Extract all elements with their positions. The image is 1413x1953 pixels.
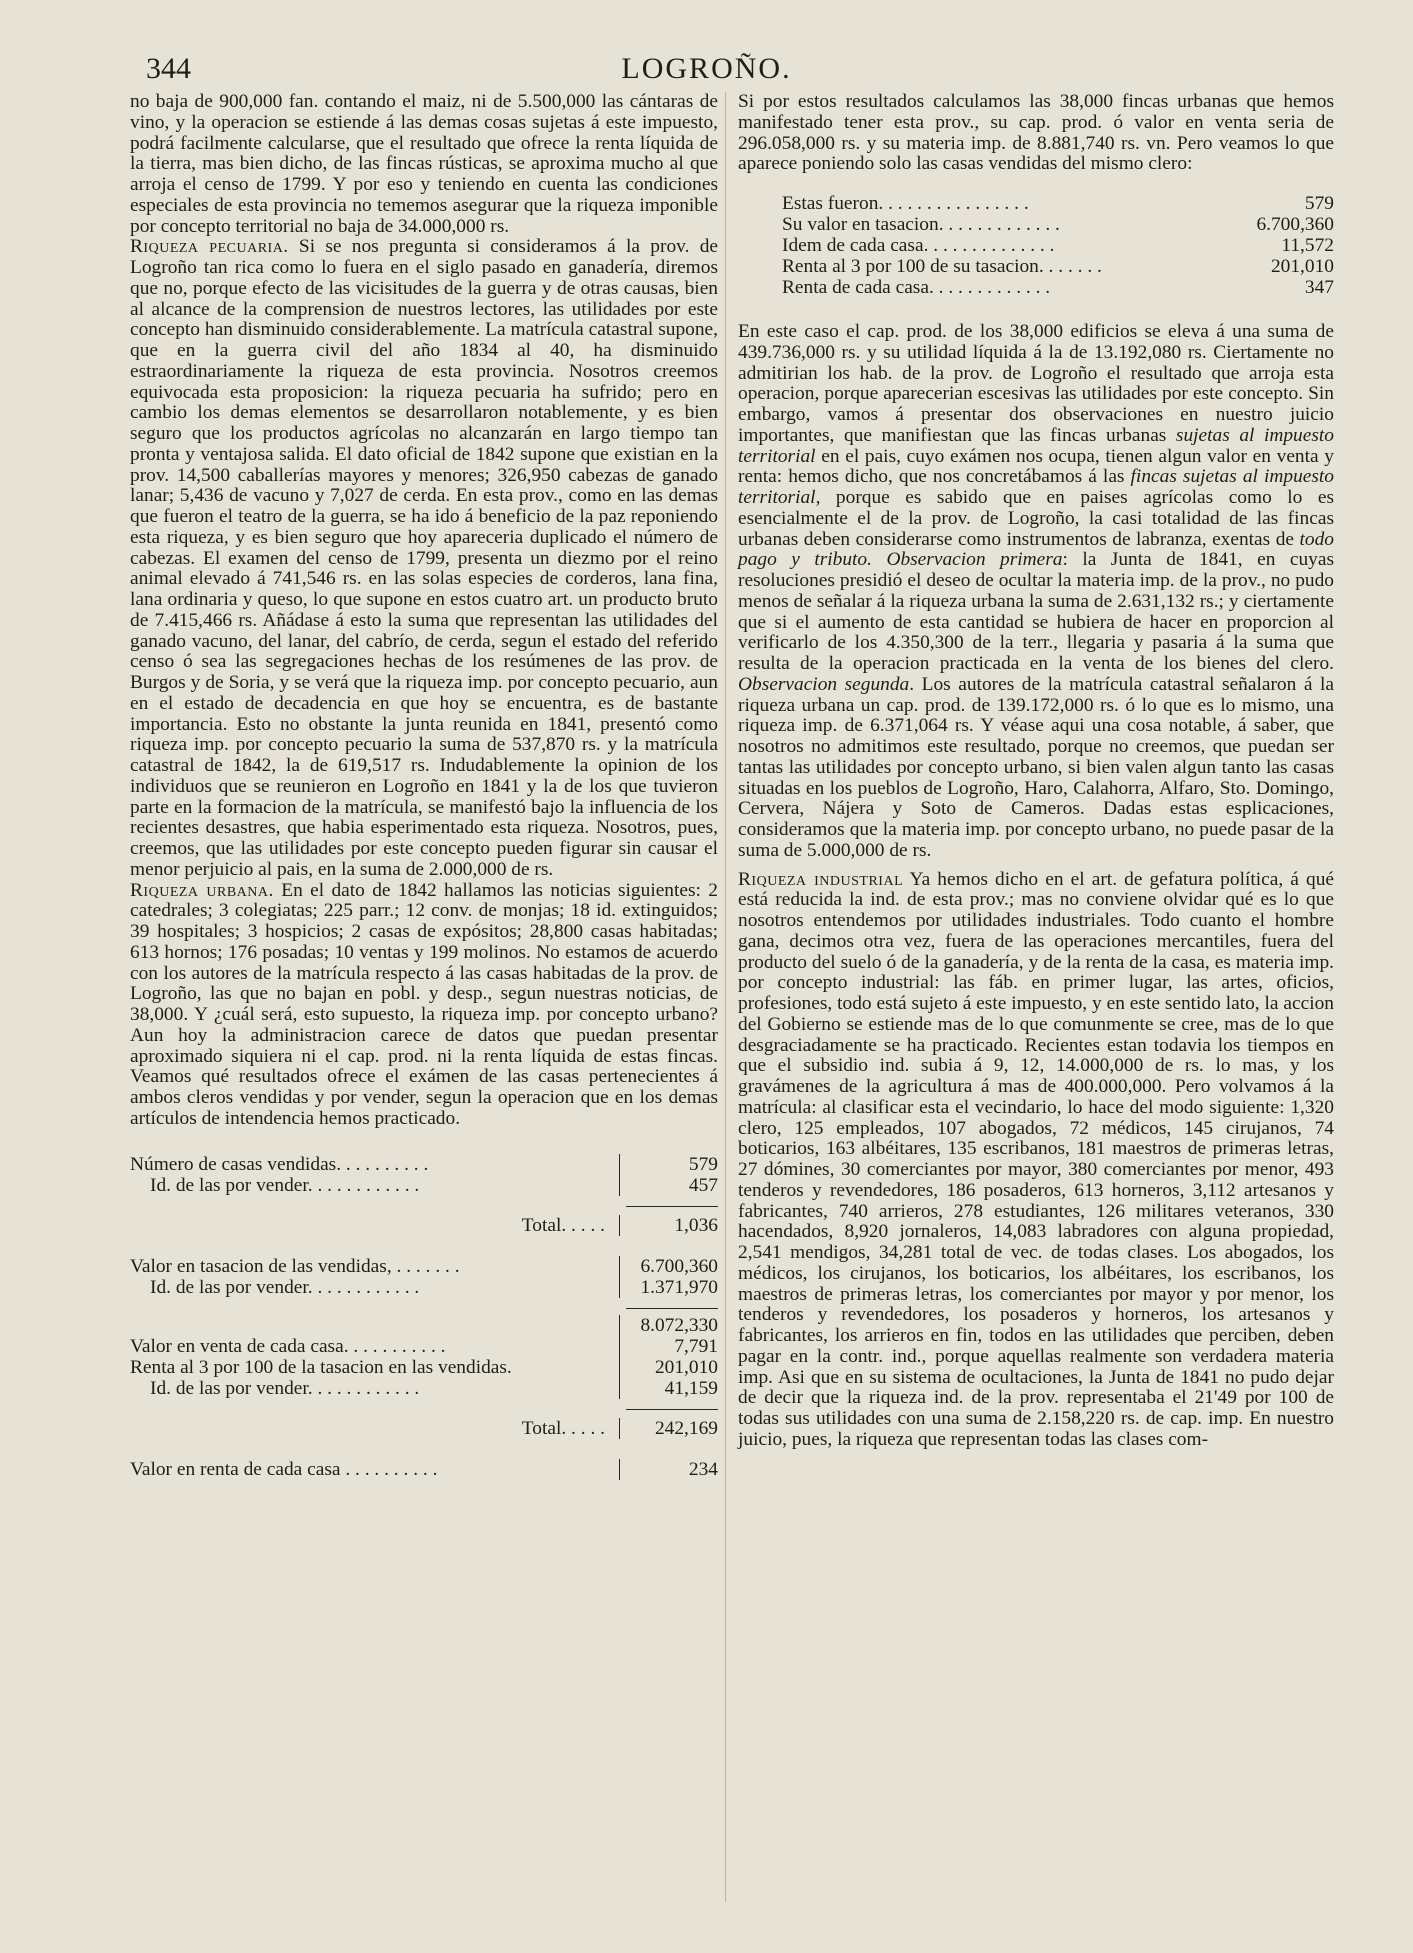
row-label: Número de casas vendidas. . . . . . . . . . — [130, 1153, 429, 1175]
column-divider — [725, 92, 726, 1902]
total-label: Total. . . . . — [521, 1214, 605, 1236]
text-run: en el pais, cuyo exámen nos ocupa, tienen algun valor en venta y renta: hemos dicho, que nos concretábamos á las — [738, 445, 1334, 488]
table-row — [130, 1175, 718, 1196]
houses-table — [130, 1154, 718, 1480]
row-label: Id. de las por vender. . . . . . . . . . . . — [150, 1377, 420, 1399]
table-total-row — [130, 1215, 718, 1236]
row-value: 1.371,970 — [619, 1277, 718, 1298]
total-value: 242,169 — [619, 1418, 718, 1439]
right-column — [738, 92, 1334, 1451]
row-value: 7,791 — [619, 1336, 718, 1357]
total-label: Total. . . . . — [521, 1417, 605, 1439]
table-row — [130, 1336, 718, 1357]
page-number: 344 — [146, 52, 191, 85]
table-row — [130, 1459, 718, 1480]
row-value: 234 — [619, 1459, 718, 1480]
table-row — [782, 235, 1334, 256]
row-value: 41,159 — [619, 1378, 718, 1399]
running-title: LOGROÑO. — [621, 52, 792, 85]
table-row — [782, 214, 1334, 235]
row-value: 457 — [619, 1175, 718, 1196]
italic-run: Observacion segunda — [738, 673, 910, 695]
table-row — [782, 277, 1334, 298]
table-total-row — [130, 1418, 718, 1439]
section-heading-industrial: Riqueza industrial — [738, 868, 904, 890]
row-label: Id. de las por vender. . . . . . . . . . . . — [150, 1174, 420, 1196]
text-run: , porque es sabido que en paises agrícolas como lo es esencialmente el de la prov. de Logroño, la casi totalidad de las fincas urbanas deben considerarse como instrumentos de labranza, exentas de — [738, 487, 1334, 550]
row-label: Su valor en tasacion. . . . . . . . . . . . . — [782, 214, 1060, 235]
paragraph-territorial: no baja de 900,000 fan. contando el maiz, ni de 5.500,000 las cántaras de vino, y la operacion se estiende á las demas cosas sujetas á este impuesto, podrá facilmente calcularse, que el resultado que ofrece la renta líquida de la tierra, mas bien dicho, de las fincas rústicas, se aproxima mucho al que arroja el censo de 1799. Y por eso y teniendo en cuenta las condiciones especiales de esta provincia no tememos asegurar que la riqueza imponible por concepto territorial no baja de 34.000,000 rs. — [130, 91, 718, 237]
italic-run: todo pago y tributo. Observacion primera — [738, 528, 1334, 571]
text-run: : la Junta de 1841, en cuyas resoluciones presidió el deseo de ocultar la materia imp. de la prov., no pudo menos de señalar á la riqueza urbana la suma de 2.631,132 rs.; y ciertamente que si el aumento de esta cantidad se hubiera de hacer en proporcion al verificarlo de los 4.350,300 de la terr., llegaria y pasaria á la suma que resulta de la operacion practicada en la venta de los bienes del clero. — [738, 549, 1335, 674]
row-value: 579 — [619, 1154, 718, 1175]
row-label: Renta al 3 por 100 de la tasacion en las vendidas. — [130, 1356, 512, 1378]
sum-rule — [130, 1308, 718, 1309]
table-row — [130, 1154, 718, 1175]
table-row — [130, 1378, 718, 1399]
row-value: 6.700,360 — [1256, 214, 1334, 235]
total-value: 1,036 — [619, 1215, 718, 1236]
row-value: 201,010 — [619, 1357, 718, 1378]
clergy-houses-table — [738, 193, 1334, 298]
paragraph-observations — [738, 322, 1334, 862]
row-value: 6.700,360 — [619, 1256, 718, 1277]
table-row — [130, 1256, 718, 1277]
paragraph-pecuaria — [130, 237, 718, 880]
sum-rule — [130, 1206, 718, 1207]
text-run: . Los autores de la matrícula catastral señalaron á la riqueza urbana un cap. prod. de 139.172,000 rs. ó lo que es lo mismo, una riqueza imp. de 6.371,064 rs. Y véase aqui una cosa notable, á saber, que nosotros no admitimos este resultado, porque no creemos, que puedan ser tantas las utilidades por concepto urbano, si bien valen algun tanto las casas situadas en los pueblos de Logroño, Haro, Calahorra, Alfaro, Sto. Domingo, Cervera, Nájera y Soto de Cameros. Dadas estas esplicaciones, consideramos que la materia imp. por concepto urbano, no puede pasar de la suma de 5.000,000 de rs. — [738, 673, 1334, 861]
text-run: En este caso el cap. prod. de los 38,000 edificios se eleva á una suma de 439.736,000 rs. y su utilidad líquida á la de 13.192,080 rs. Ciertamente no admitirian los hab. de la prov. de Logroño el resultado que arroja esta operacion, porque aparecerian escesivas las utilidades por este concepto. Sin embargo, vamos á presentar dos observaciones en nuestro juicio importantes, que manifiestan que las fincas urbanas — [738, 321, 1334, 446]
row-value: 579 — [1304, 193, 1334, 214]
row-label: Valor en venta de cada casa. . . . . . . . . . . — [130, 1335, 446, 1357]
paragraph-urbana-text: En el dato de 1842 hallamos las noticias siguientes: 2 catedrales; 3 colegiatas; 225 parr.; 12 conv. de monjas; 18 id. extinguidos; 39 hospitales; 3 hospicios; 2 casas de expósitos; 28,800 casas habitadas; 613 hornos; 176 posadas; 10 ventas y 199 molinos. No estamos de acuerdo con los autores de la matrícula respecto á las casas habitadas de la prov. de Logroño, las que no bajan en pobl. y desp., segun nuestras noticias, de 38,000. Y ¿cuál será, esto supuesto, la riqueza imp. por concepto urbano? Aun hoy la administracion carece de datos que puedan presentar aproximado siquiera ni el cap. prod. ni la renta líquida de estas fincas. Veamos qué resultados ofrece el exámen de las casas pertenecientes á ambos cleros vendidas y por vender, segun la operacion que en los demas artículos de intendencia hemos practicado. — [130, 879, 718, 1129]
row-label: Valor en renta de cada casa . . . . . . . . . . — [130, 1458, 438, 1480]
paragraph-industrial — [738, 870, 1334, 1451]
left-column — [130, 92, 718, 1480]
paragraph-pecuaria-text: Si se nos pregunta si consideramos á la prov. de Logroño tan rica como lo fuera en el siglo pasado en ganadería, diremos que no, porque efecto de las vicisitudes de la guerra y de otras causas, bien al alcance de la comprension de nuestros lectores, las utilidades por este concepto han disminuido considerablemente. La matrícula catastral supone, que en la guerra civil del año 1834 al 40, ha disminuido estraordinariamente la riqueza de esta provincia. Nosotros creemos equivocada esta proposicion: la riqueza pecuaria ha sufrido; pero en cambio los demas elementos se desarrollaron notablemente, y es bien seguro que los productos agrícolas no alcanzarán en largo tiempo tan pronta y ventajosa salida. El dato oficial de 1842 supone que existian en la prov. 14,500 caballerías mayores y menores; 326,950 cabezas de ganado lanar; 5,436 de vacuno y 7,027 de cerda. En esta prov., como en las demas que fueron el teatro de la guerra, se ha ido á beneficio de la paz reponiendo esta riqueza, y es bien seguro que hoy apareceria duplicado el número de cabezas. El examen del censo de 1799, presenta un diezmo por el reino animal elevado á 741,546 rs. en las solas especies de corderos, lana fina, lana ordinaria y queso, lo que supone en estos cuatro art. un producto bruto de 7.415,466 rs. Añádase á esto la suma que representan las utilidades del ganado vacuno, del lanar, del cabrío, de cerda, segun el estado del referido censo ó sea las segregaciones hechas de los resúmenes de las prov. de Burgos y de Soria, y se verá que la riqueza imp. por concepto pecuario, aun en el estado de decadencia en que hoy se encuentra, es de bastante importancia. Esto no obstante la junta reunida en 1841, presentó como riqueza imp. por concepto pecuario la suma de 537,870 rs. y la matrícula catastral de 1842, la de 619,517 rs. Indudablemente la opinion de los individuos que se reunieron en Logroño en 1841 y la de los que tuvieron parte en la formacion de la matrícula, se manifestó bajo la influencia de los recientes desastres, que habia esperimentado esta riqueza. Nosotros, pues, creemos, que las utilidades por este concepto pueden figurar sin causar el menor perjuicio al pais, en la suma de 2.000,000 de rs. — [130, 236, 718, 880]
section-heading-urbana: Riqueza urbana. — [130, 879, 274, 901]
italic-run: fincas sujetas al impuesto territorial — [738, 466, 1335, 508]
row-label: Renta al 3 por 100 de su tasacion. . . . . . . — [782, 256, 1102, 277]
row-label: Valor en tasacion de las vendidas, . . . . . . . — [130, 1255, 460, 1277]
table-row — [782, 256, 1334, 277]
row-label: Estas fueron. . . . . . . . . . . . . . . . — [782, 193, 1029, 214]
table-row — [782, 193, 1334, 214]
section-heading-pecuaria: Riqueza pecuaria. — [130, 236, 289, 258]
row-value: 201,010 — [1270, 256, 1334, 277]
row-label: Idem de cada casa. . . . . . . . . . . . . . — [782, 235, 1055, 256]
table-sum-row — [130, 1315, 718, 1336]
table-row — [130, 1357, 718, 1378]
table-row — [130, 1277, 718, 1298]
paragraph-industrial-text: Ya hemos dicho en el art. de gefatura política, á qué está reducida la ind. de esta prov.; mas no conviene olvidar qué es lo que nosotros entendemos por utilidades industriales. Todo cuanto el hombre gana, decimos otra vez, fuera de las operaciones mercantiles, fuera del producto del suelo ó de la ganadería, y de la renta de la casa, es materia imp. por concepto industrial: las fáb. en primer lugar, las artes, oficios, profesiones, todo está sujeto á este impuesto, y en este sentido lato, la accion del Gobierno se estiende mas de lo que comunmente se cree, mas de lo que desgraciadamente se ha practicado. Recientes estan todavia los tiempos en que el subsidio ind. subia á 9, 12, 14.000,000 de rs. lo mas, y los gravámenes de la agricultura á mas de 400.000,000. Pero volvamos á la matrícula: al clasificar esta el vecindario, lo hace del modo siguiente: 1,320 clero, 125 empleados, 107 abogados, 72 médicos, 145 cirujanos, 74 boticarios, 163 albéitares, 135 escribanos, 181 maestros de primeras letras, 27 dómines, 30 comerciantes por mayor, 380 comerciantes por menor, 493 tenderos y revendedores, 186 posaderos, 613 horneros, 3,112 artesanos y fabricantes, 740 arrieros, 278 estudiantes, 126 militares veteranos, 330 hacendados, 8,920 jornaleros, 14,083 labradores con alguna propiedad, 2,541 mendigos, 34,281 total de vec. de todas clases. Los abogados, los médicos, los cirujanos, los boticarios, los albéitares, los escribanos, los maestros de primeras letras, los comerciantes por mayor y por menor, los tenderos y revendedores, los posaderos y horneros, los artesanos y fabricantes, los arrieros en fin, todos en las utilidades que perciben, deben pagar en la contr. ind., porque aquellas realmente son verdadera materia imp. Asi que en su sistema de ocultaciones, la Junta de 1841 no pudo dejar de decir que la riqueza ind. de la prov. representaba el 21'49 por 100 de todas sus utilidades con una suma de 2.158,220 rs. de cap. imp. En nuestro juicio, pues, la riqueza que representan todas las clases com- — [738, 868, 1334, 1450]
sum-rule — [130, 1409, 718, 1410]
row-value: 11,572 — [1281, 235, 1334, 256]
italic-run: sujetas al impuesto territorial — [738, 424, 1334, 467]
paragraph-urban-calc: Si por estos resultados calculamos las 38,000 fincas urbanas que hemos manifestado tener esta prov., su cap. prod. ó valor en venta seria de 296.058,000 rs. y su materia imp. de 8.881,740 rs. vn. Pero veamos lo que aparece poniendo solo las casas vendidas del mismo clero: — [738, 91, 1334, 175]
row-value: 347 — [1304, 277, 1334, 298]
paragraph-urbana — [130, 881, 718, 1130]
sum-value: 8.072,330 — [619, 1315, 718, 1336]
row-label: Renta de cada casa. . . . . . . . . . . . . — [782, 277, 1051, 298]
row-label: Id. de las por vender. . . . . . . . . . . . — [150, 1276, 420, 1298]
